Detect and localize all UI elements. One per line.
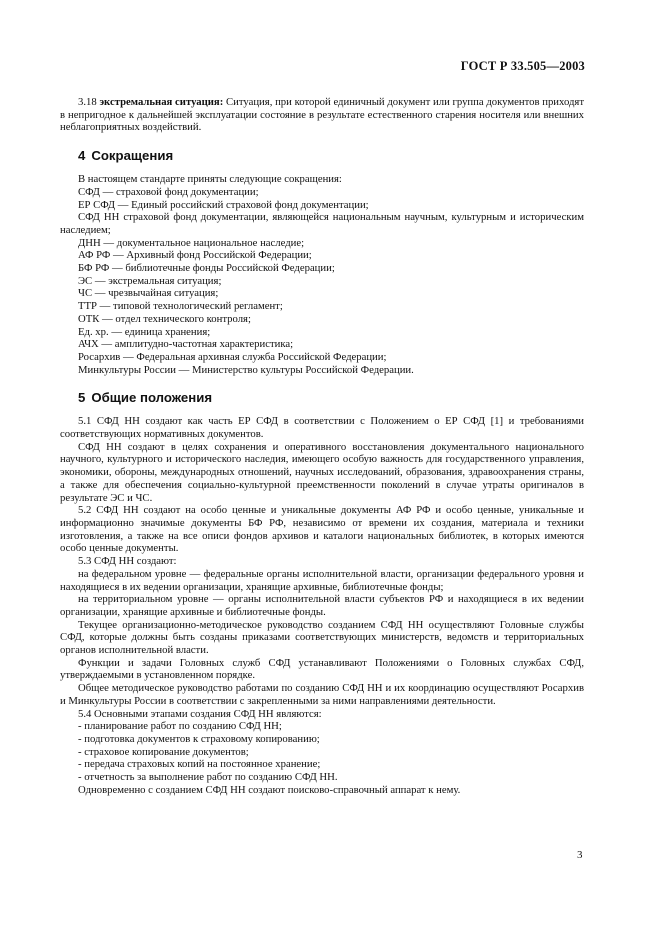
section-4-intro: В настоящем стандарте приняты следующие сокращения:	[78, 173, 342, 186]
section-5-heading	[78, 390, 584, 406]
clause-5-1: 5.1 СФД НН создают как часть ЕР СФД в соответствии с Положением о ЕР СФД [1] и требованиями соответствующих нормативных документов.	[60, 415, 584, 441]
stage-item: - страховое копирование документов;	[78, 745, 249, 758]
clause-5-1-purpose: СФД НН создают в целях сохранения и оперативного восстановления документального национального научного, культурного и исторического наследия, имеющего особую важность для государственного управления, экономики, обороны, международных отношений, научных исследований, образования, здравоохранения страны, а также для обеспечения социально-культурной преемственности поколений в случае утраты оригиналов в результате ЭС и ЧС.	[60, 440, 584, 504]
clause-5-3-general-guidance: Общее методическое руководство работами по созданию СФД НН и их координацию осуществляют Росархив и Минкультуры России в соответствии с закрепленными за ними направлениями деятельности.	[60, 682, 584, 707]
abbreviation-item: Ед. хр. — единица хранения;	[78, 325, 211, 338]
clause-5-3-territorial: на территориальном уровне — органы исполнительной власти субъектов РФ и находящиеся в их ведении организации, хранящие архивные и библиотечные фонды.	[60, 593, 584, 618]
clause-5-3-current-guidance: Текущее организационно-методическое руководство созданием СФД НН осуществляют Головные службы СФД, которые должны быть созданы приказами соответствующих министерств, ведомств и территориальных органов исполнительной власти.	[60, 618, 584, 657]
abbreviation-item: ОТК — отдел технического контроля;	[78, 312, 251, 325]
clause-5-3: 5.3 СФД НН создают:	[78, 555, 177, 568]
abbreviation-item: БФ РФ — библиотечные фонды Российской Федерации;	[78, 262, 335, 275]
abbreviation-item: ЕР СФД — Единый российский страховой фонд документации;	[78, 198, 369, 211]
abbreviation-item: СФД НН страховой фонд документации, являющейся национальным научным, культурным и историческим наследием;	[60, 211, 584, 236]
clause-5-3-federal: на федеральном уровне — федеральные органы исполнительной власти, организации федерального уровня и находящиеся в их ведении организации, хранящие архивные, библиотечные фонды;	[60, 567, 584, 593]
clause-3-18-number: 3.18	[78, 96, 97, 108]
section-4-heading	[78, 148, 584, 164]
abbreviation-item: Минкультуры России — Министерство культуры Российской Федерации.	[78, 363, 414, 376]
abbreviation-item: АЧХ — амплитудно-частотная характеристика;	[78, 338, 294, 351]
abbreviation-item: АФ РФ — Архивный фонд Российской Федерации;	[78, 249, 312, 262]
document-body	[60, 96, 584, 796]
clause-3-18	[60, 96, 584, 134]
section-4-title: Сокращения	[91, 148, 174, 164]
clause-3-18-term: экстремальная ситуация:	[99, 96, 224, 108]
clause-5-2: 5.2 СФД НН создают на особо ценные и уникальные документы АФ РФ и особо ценные, уникальные и информационно значимые документы БФ РФ, независимо от времени их создания, материала и техники изготовления, а также на все описи фондов архивов и каталоги национальных библиотек, в которых имеются особо ценные документы.	[60, 504, 584, 555]
standard-header: ГОСТ Р 33.505—2003	[460, 59, 585, 73]
stage-item: - передача страховых копий на постоянное хранение;	[78, 758, 321, 771]
section-5-number: 5	[78, 390, 86, 406]
clause-3-18-definition: Ситуация, при которой единичный документ или группа документов приходят в непригодное к дальнейшей эксплуатации состояние в результате естественного старения носителя или внешних неблагоприятных воздействий.	[60, 96, 585, 134]
section-5-title: Общие положения	[91, 390, 213, 406]
clause-5-4-conclusion: Одновременно с созданием СФД НН создают поисково-справочный аппарат к нему.	[78, 783, 461, 796]
abbreviation-item: СФД — страховой фонд документации;	[78, 185, 259, 198]
abbreviation-item: Росархив — Федеральная архивная служба Российской Федерации;	[78, 350, 387, 363]
abbreviation-item: ЧС — чрезвычайная ситуация;	[78, 287, 219, 300]
section-4-number: 4	[78, 148, 86, 164]
stage-item: - отчетность за выполнение работ по созданию СФД НН.	[78, 771, 338, 784]
clause-5-3-functions: Функции и задачи Головных служб СФД устанавливают Положениями о Головных службах СФД, утверждаемыми в установленном порядке.	[60, 656, 584, 682]
stage-item: - планирование работ по созданию СФД НН;	[78, 720, 282, 733]
stage-item: - подготовка документов к страховому копированию;	[78, 732, 320, 745]
abbreviation-item: ДНН — документальное национальное наследие;	[78, 236, 305, 249]
clause-5-4: 5.4 Основными этапами создания СФД НН являются:	[78, 707, 322, 720]
abbreviation-item: ЭС — экстремальная ситуация;	[78, 274, 222, 287]
abbreviation-item: ТТР — типовой технологический регламент;	[78, 300, 283, 313]
page-number: 3	[577, 849, 583, 861]
